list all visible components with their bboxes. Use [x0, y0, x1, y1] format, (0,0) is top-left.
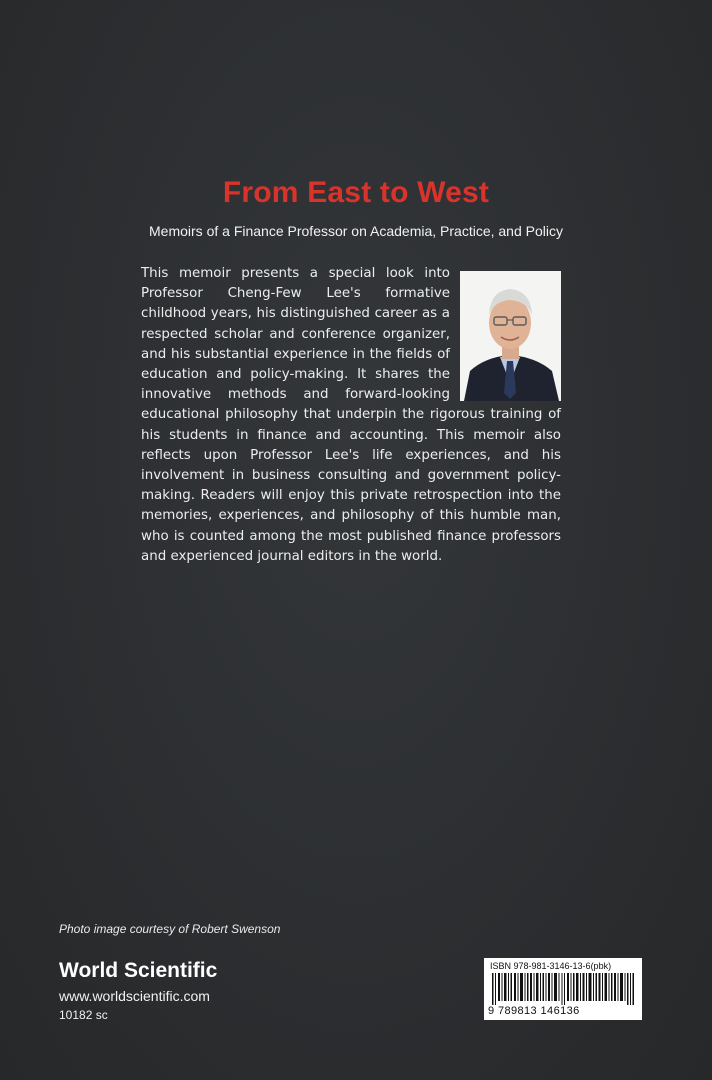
- isbn-label: ISBN 978-981-3146-13-6(pbk): [490, 961, 612, 971]
- photo-credit: Photo image courtesy of Robert Swenson: [59, 922, 281, 936]
- isbn-barcode: [484, 958, 642, 1020]
- author-photo: [460, 271, 561, 401]
- blurb-block: [141, 264, 561, 567]
- author-portrait-image: [460, 271, 561, 401]
- barcode-digits: 9 789813 146136: [488, 1005, 580, 1017]
- publisher-website: www.worldscientific.com: [59, 988, 210, 1004]
- publisher-name: World Scientific: [59, 959, 218, 982]
- product-code: 10182 sc: [59, 1008, 108, 1022]
- barcode-bars: [492, 973, 634, 1005]
- book-subtitle: Memoirs of a Finance Professor on Academia, Practice, and Policy: [149, 223, 563, 239]
- book-title: From East to West: [222, 176, 490, 209]
- blurb-text: This memoir presents a special look into Professor Cheng-Few Lee's formative childhood years, his distinguished career as a respected scholar and conference organizer, and his substantial experience in the fields of education and policy-making. It shares the innovative methods and forward-looking educational philosophy that underpin the rigorous training of his students in finance and accounting. This memoir also reflects upon Professor Lee's life experiences, and his involvement in business consulting and government policy-making. Readers will enjoy this private retrospection into the memories, experiences, and philosophy of this humble man, who is counted among the most published finance professors and experienced journal editors in the world.: [141, 266, 561, 564]
